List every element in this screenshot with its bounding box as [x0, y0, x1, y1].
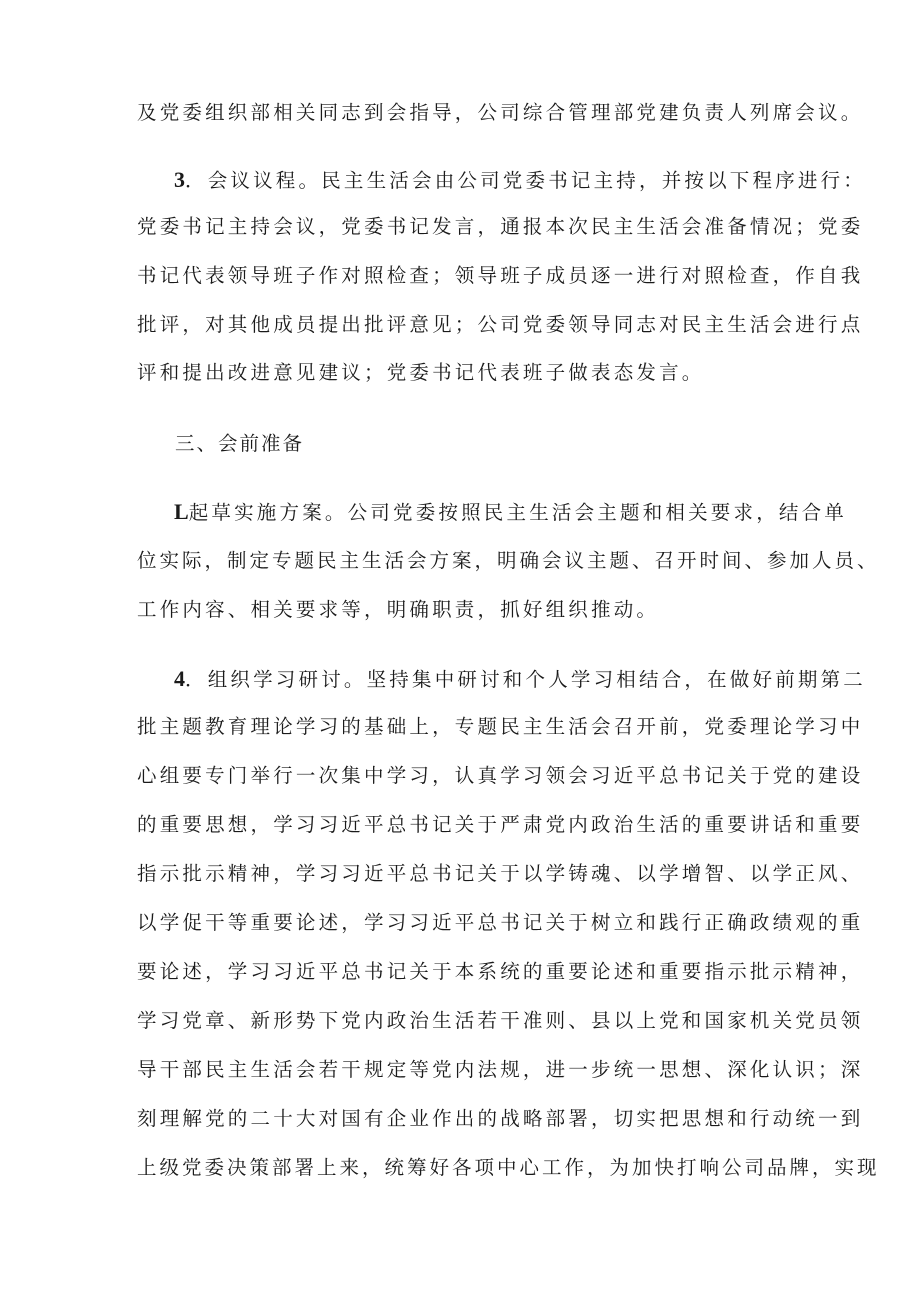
paragraph-line: 的重要思想，学习习近平总书记关于严肃党内政治生活的重要讲话和重要 [137, 813, 864, 836]
agenda-item-number: 3 [174, 167, 185, 192]
paragraph-line: 及党委组织部相关同志到会指导，公司综合管理部党建负责人列席会议。 [137, 101, 864, 124]
paragraph-line: 位实际，制定专题民主生活会方案，明确会议主题、召开时间、参加人员、 [137, 549, 880, 572]
paragraph-line: 学习党章、新形势下党内政治生活若干准则、县以上党和国家机关党员领 [137, 1009, 864, 1032]
paragraph-line: 书记代表领导班子作对照检查；领导班子成员逐一进行对照检查，作自我 [137, 264, 864, 287]
paragraph-line: 要论述，学习习近平总书记关于本系统的重要论述和重要指示批示精神， [137, 960, 864, 983]
drafting-item-text: 起草实施方案。公司党委按照民主生活会主题和相关要求，结合单 [188, 501, 847, 524]
paragraph-line: 导干部民主生活会若干规定等党内法规，进一步统一思想、深化认识；深 [137, 1058, 864, 1081]
paragraph-line: 评和提出改进意见建议；党委书记代表班子做表态发言。 [137, 361, 705, 384]
study-paragraph-first-line [174, 662, 866, 696]
paragraph-line: 批评，对其他成员提出批评意见；公司党委领导同志对民主生活会进行点 [137, 313, 864, 336]
paragraph-line: 批主题教育理论学习的基础上，专题民主生活会召开前，党委理论学习中 [137, 715, 864, 738]
paragraph-line: 心组要专门举行一次集中学习，认真学习领会习近平总书记关于党的建设 [137, 764, 864, 787]
paragraph-line: 以学促干等重要论述，学习习近平总书记关于树立和践行正确政绩观的重 [137, 911, 864, 934]
paragraph-line: 指示批示精神，学习习近平总书记关于以学铸魂、以学增智、以学正风、 [137, 862, 864, 885]
study-item-text: ．组织学习研讨。坚持集中研讨和个人学习相结合，在做好前期第二 [185, 668, 867, 691]
paragraph-line: 党委书记主持会议，党委书记发言，通报本次民主生活会准备情况；党委 [137, 215, 864, 238]
section-heading: 三、会前准备 [175, 432, 305, 455]
paragraph-line: 上级党委决策部署上来，统筹好各项中心工作，为加快打响公司品牌，实现 [137, 1156, 880, 1179]
study-item-number: 4 [174, 666, 185, 691]
agenda-paragraph-first-line [174, 163, 866, 197]
paragraph-line: 刻理解党的二十大对国有企业作出的战略部署，切实把思想和行动统一到 [137, 1107, 864, 1130]
paragraph-line: 工作内容、相关要求等，明确职责，抓好组织推动。 [137, 598, 660, 621]
agenda-item-text: ．会议议程。民主生活会由公司党委书记主持，并按以下程序进行： [185, 169, 867, 192]
drafting-paragraph-first-line [174, 495, 847, 529]
drafting-item-number: L [174, 499, 189, 524]
